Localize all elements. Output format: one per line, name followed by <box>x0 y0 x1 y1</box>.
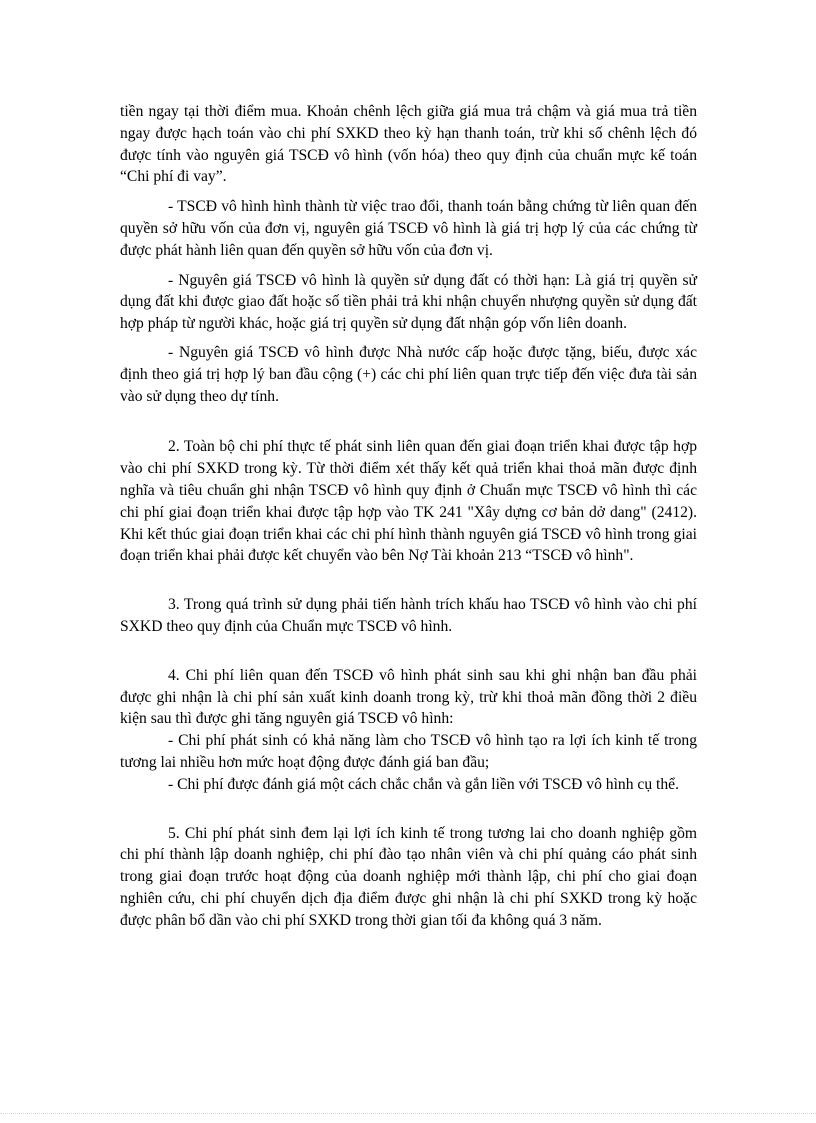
paragraph-section-4: 4. Chi phí liên quan đến TSCĐ vô hình phát sinh sau khi ghi nhận ban đầu phải được ghi nhận là chi phí sản xuất kinh doanh trong kỳ, trừ khi thoả mãn đồng thời 2 điều kiện sau thì được ghi tăng nguyên giá TSCĐ vô hình: <box>120 666 697 728</box>
paragraph-condition-2: - Chi phí được đánh giá một cách chắc chắn và gắn liền với TSCĐ vô hình cụ thể. <box>168 775 679 793</box>
page-bottom-divider <box>0 1113 816 1114</box>
paragraph-purchase-continuation: tiền ngay tại thời điểm mua. Khoản chênh lệch giữa giá mua trả chậm và giá mua trả tiền ngay được hạch toán vào chi phí SXKD theo kỳ hạn thanh toán, trừ khi số chênh lệch đó được tính vào nguyên giá TSCĐ vô hình (vốn hóa) theo quy định của chuẩn mực kế toán “Chi phí đi vay”. <box>120 103 697 186</box>
paragraph-section-5: 5. Chi phí phát sinh đem lại lợi ích kinh tế trong tương lai cho doanh nghiệp gồm chi phí thành lập doanh nghiệp, chi phí đào tạo nhân viên và chi phí quảng cáo phát sinh trong giai đoạn trước hoạt động của doanh nghiệp mới thành lập, chi phí cho giai đoạn nghiên cứu, chi phí chuyển dịch địa điểm được ghi nhận là chi phí SXKD trong kỳ hoặc được phân bổ dần vào chi phí SXKD trong thời gian tối đa không quá 3 năm. <box>120 824 697 929</box>
paragraph-land-use-right: - Nguyên giá TSCĐ vô hình là quyền sử dụng đất có thời hạn: Là giá trị quyền sử dụng đất khi được giao đất hoặc số tiền phải trả khi nhận chuyển nhượng quyền sử dụng đất hợp pháp từ người khác, hoặc giá trị quyền sử dụng đất nhận góp vốn liên doanh. <box>120 271 697 333</box>
paragraph-exchange: - TSCĐ vô hình hình thành từ việc trao đổi, thanh toán bằng chứng từ liên quan đến quyền sở hữu vốn của đơn vị, nguyên giá TSCĐ vô hình là giá trị hợp lý của các chứng từ được phát hành liên quan đến quyền sở hữu vốn của đơn vị. <box>120 198 697 259</box>
document-body <box>120 101 697 932</box>
paragraph-section-2: 2. Toàn bộ chi phí thực tế phát sinh liên quan đến giai đoạn triển khai được tập hợp vào chi phí SXKD trong kỳ. Từ thời điểm xét thấy kết quả triển khai thoả mãn được định nghĩa và tiêu chuẩn ghi nhận TSCĐ vô hình quy định ở Chuẩn mực TSCĐ vô hình thì các chi phí giai đoạn triển khai được tập hợp vào TK 241 "Xây dựng cơ bản dở dang" (2412). Khi kết thúc giai đoạn triển khai các chi phí hình thành nguyên giá TSCĐ vô hình trong giai đoạn triển khai phải được kết chuyển vào bên Nợ Tài khoản 213 “TSCĐ vô hình". <box>120 438 697 565</box>
paragraph-section-3: 3. Trong quá trình sử dụng phải tiến hành trích khấu hao TSCĐ vô hình vào chi phí SXKD theo quy định của Chuẩn mực TSCĐ vô hình. <box>120 596 697 635</box>
paragraph-state-granted: - Nguyên giá TSCĐ vô hình được Nhà nước cấp hoặc được tặng, biếu, được xác định theo giá trị hợp lý ban đầu cộng (+) các chi phí liên quan trực tiếp đến việc đưa tài sản vào sử dụng theo dự tính. <box>120 343 697 405</box>
paragraph-condition-1: - Chi phí phát sinh có khả năng làm cho TSCĐ vô hình tạo ra lợi ích kinh tế trong tương lai nhiều hơn mức hoạt động được đánh giá ban đầu; <box>120 732 697 771</box>
